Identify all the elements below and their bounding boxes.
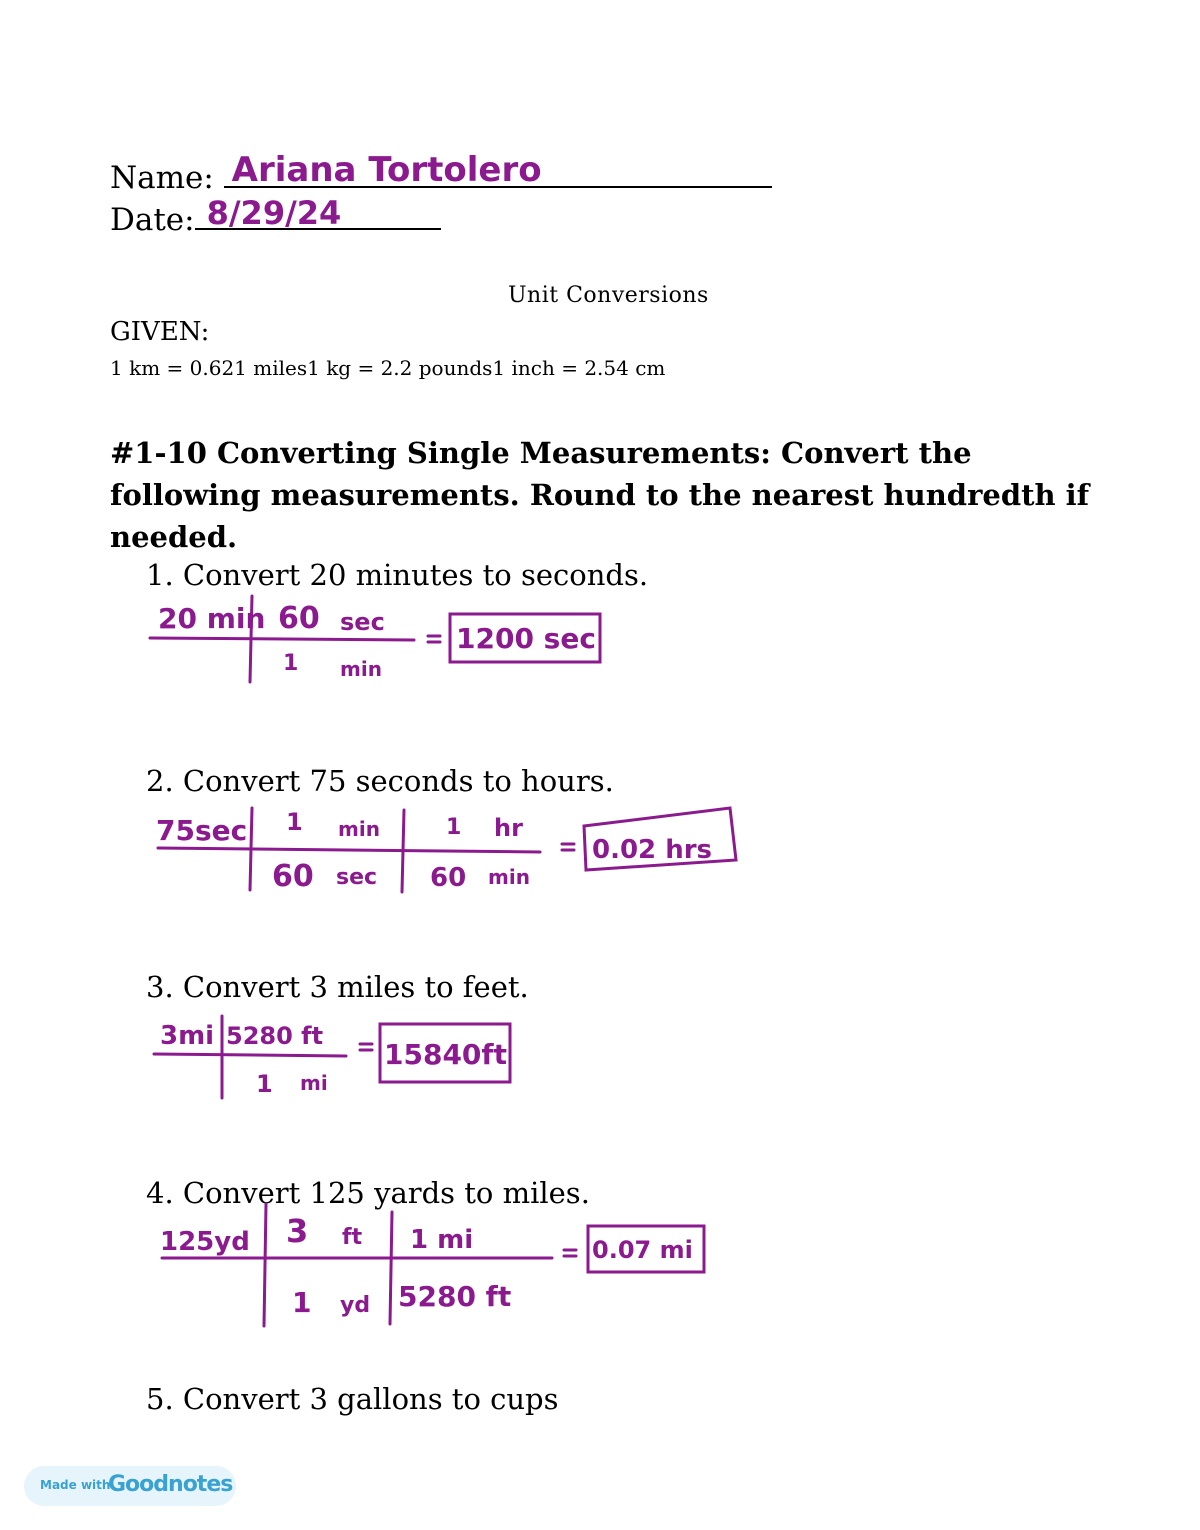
p2-num1: 1 xyxy=(286,808,303,836)
p4-unit1: ft xyxy=(342,1225,363,1250)
p3-start: 3mi xyxy=(160,1021,215,1051)
date-label: Date: xyxy=(110,202,195,238)
p4-denunit1: yd xyxy=(340,1293,371,1318)
problem-1-work xyxy=(150,596,600,682)
badge-prefix: Made with xyxy=(40,1478,111,1492)
p1-answer: 1200 sec xyxy=(456,622,596,655)
given-label: GIVEN: xyxy=(110,317,210,347)
p2-den1: 60 xyxy=(272,859,314,894)
p1-unit1: sec xyxy=(340,608,385,636)
p3-num1: 5280 ft xyxy=(226,1022,324,1050)
name-handwritten: Ariana Tortolero xyxy=(231,150,542,190)
p3-den1: 1 xyxy=(256,1070,273,1098)
problem-5-text: 5. Convert 3 gallons to cups xyxy=(146,1382,559,1416)
goodnotes-badge xyxy=(24,1466,236,1506)
p4-den1: 1 xyxy=(292,1286,312,1319)
p1-den1: 1 xyxy=(283,651,299,676)
p3-denunit1: mi xyxy=(300,1071,328,1095)
p2-answer: 0.02 hrs xyxy=(592,835,713,865)
p2-unit2: hr xyxy=(494,814,523,842)
date-handwritten: 8/29/24 xyxy=(206,194,342,232)
p2-denunit2: min xyxy=(488,865,530,889)
p1-start: 20 min xyxy=(158,602,266,635)
problem-2-work xyxy=(156,808,736,894)
problem-2-text: 2. Convert 75 seconds to hours. xyxy=(146,764,614,798)
problem-1-text: 1. Convert 20 minutes to seconds. xyxy=(146,558,649,592)
p2-unit1: min xyxy=(338,817,380,841)
badge-brand: Goodnotes xyxy=(108,1472,233,1497)
p4-den2: 5280 ft xyxy=(398,1280,512,1313)
problem-3-work xyxy=(154,1016,510,1098)
problem-3-text: 3. Convert 3 miles to feet. xyxy=(146,970,529,1004)
p4-num2: 1 mi xyxy=(410,1225,474,1255)
p4-num1: 3 xyxy=(286,1212,309,1250)
p4-start: 125yd xyxy=(160,1227,250,1257)
problem-4-work xyxy=(160,1204,704,1326)
p2-denunit1: sec xyxy=(336,865,378,890)
p4-answer: 0.07 mi xyxy=(592,1236,693,1264)
page-title: Unit Conversions xyxy=(508,283,709,308)
p3-answer: 15840ft xyxy=(384,1038,507,1071)
p2-start: 75sec xyxy=(156,814,248,847)
name-label: Name: xyxy=(110,160,214,196)
given-values: 1 km = 0.621 miles1 kg = 2.2 pounds1 inch = 2.54 cm xyxy=(110,356,666,380)
problem-4-text: 4. Convert 125 yards to miles. xyxy=(146,1176,590,1210)
p1-denunit1: min xyxy=(340,657,382,681)
p1-num1: 60 xyxy=(278,601,320,636)
instructions: #1-10 Converting Single Measurements: Convert the following measurements. Round to the nearest hundredth if needed. xyxy=(110,436,1090,554)
p2-den2: 60 xyxy=(430,863,467,893)
p2-num2: 1 xyxy=(446,815,462,840)
